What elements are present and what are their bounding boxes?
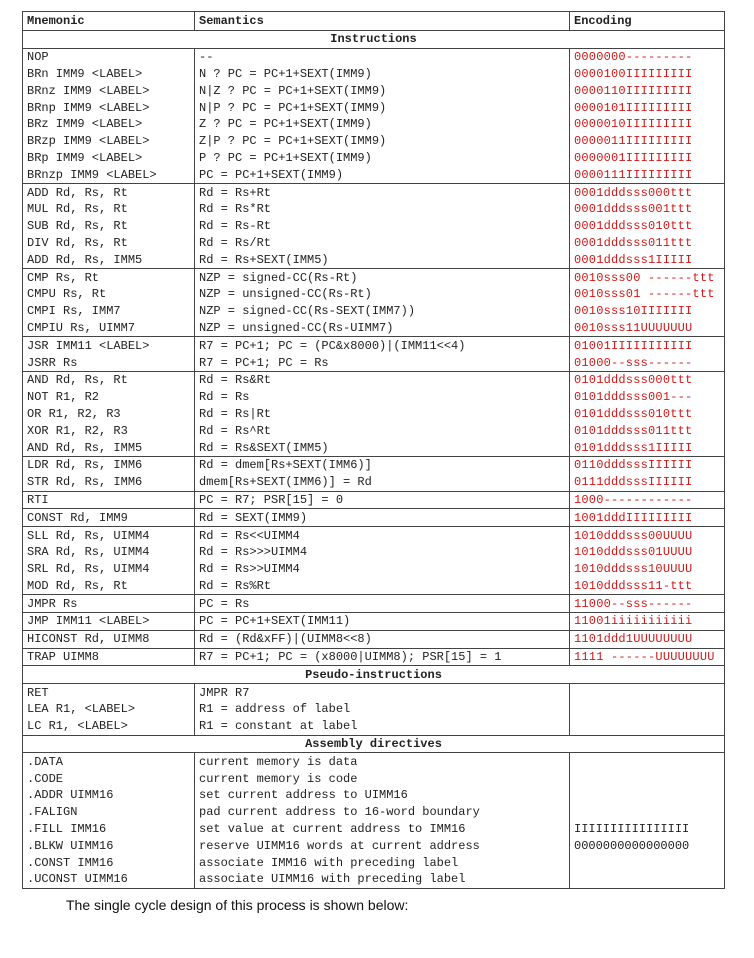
semantics-cell: PC = Rs xyxy=(195,595,570,613)
table-row xyxy=(23,701,725,718)
mnemonic-cell: .CODE xyxy=(23,770,195,787)
table-row xyxy=(23,871,725,888)
encoding-cell: 0000110IIIIIIIII xyxy=(570,82,725,99)
table-row xyxy=(23,837,725,854)
mnemonic-cell: LC R1, <LABEL> xyxy=(23,718,195,735)
encoding-cell: 1010dddsss11-ttt xyxy=(570,578,725,595)
mnemonic-cell: NOP xyxy=(23,48,195,65)
semantics-cell: Rd = Rs>>UIMM4 xyxy=(195,561,570,578)
mnemonic-cell: CMPI Rs, IMM7 xyxy=(23,303,195,320)
encoding-cell xyxy=(570,684,725,701)
table-row xyxy=(23,48,725,65)
semantics-cell: dmem[Rs+SEXT(IMM6)] = Rd xyxy=(195,474,570,491)
table-row xyxy=(23,99,725,116)
mnemonic-cell: OR R1, R2, R3 xyxy=(23,406,195,423)
encoding-cell xyxy=(570,770,725,787)
semantics-cell: R7 = PC+1; PC = (PC&x8000)|(IMM11<<4) xyxy=(195,337,570,354)
table-row xyxy=(23,613,725,631)
mnemonic-cell: .ADDR UIMM16 xyxy=(23,787,195,804)
mnemonic-cell: SUB Rd, Rs, Rt xyxy=(23,218,195,235)
semantics-cell: PC = PC+1+SEXT(IMM9) xyxy=(195,166,570,183)
mnemonic-cell: .UCONST UIMM16 xyxy=(23,871,195,888)
encoding-cell xyxy=(570,718,725,735)
encoding-cell: 01001IIIIIIIIIII xyxy=(570,337,725,354)
table-row xyxy=(23,770,725,787)
table-row xyxy=(23,439,725,456)
semantics-cell: Rd = Rs+Rt xyxy=(195,184,570,201)
semantics-cell: Rd = Rs/Rt xyxy=(195,235,570,252)
encoding-cell: 0001dddsss1IIIII xyxy=(570,251,725,268)
mnemonic-cell: AND Rd, Rs, IMM5 xyxy=(23,439,195,456)
table-row xyxy=(23,320,725,337)
table-row xyxy=(23,251,725,268)
mnemonic-cell: BRz IMM9 <LABEL> xyxy=(23,116,195,133)
semantics-cell: Rd = Rs-Rt xyxy=(195,218,570,235)
semantics-cell: set current address to UIMM16 xyxy=(195,787,570,804)
semantics-cell: R1 = address of label xyxy=(195,701,570,718)
encoding-cell: 0000101IIIIIIIII xyxy=(570,99,725,116)
semantics-cell: reserve UIMM16 words at current address xyxy=(195,837,570,854)
semantics-cell: Rd = Rs%Rt xyxy=(195,578,570,595)
mnemonic-cell: CMPIU Rs, UIMM7 xyxy=(23,320,195,337)
encoding-cell: 0101dddsss011ttt xyxy=(570,422,725,439)
semantics-cell: Z|P ? PC = PC+1+SEXT(IMM9) xyxy=(195,133,570,150)
mnemonic-cell: HICONST Rd, UIMM8 xyxy=(23,630,195,648)
semantics-header: Semantics xyxy=(195,12,570,31)
semantics-cell: N ? PC = PC+1+SEXT(IMM9) xyxy=(195,66,570,83)
encoding-cell: 0000000000000000 xyxy=(570,837,725,854)
semantics-cell: current memory is data xyxy=(195,753,570,770)
table-row xyxy=(23,286,725,303)
section-row xyxy=(23,31,725,49)
table-row xyxy=(23,491,725,509)
table-row xyxy=(23,578,725,595)
mnemonic-cell: .FALIGN xyxy=(23,804,195,821)
encoding-cell: 1111 ------UUUUUUUU xyxy=(570,648,725,666)
table-row xyxy=(23,753,725,770)
table-row xyxy=(23,422,725,439)
semantics-cell: NZP = unsigned-CC(Rs-UIMM7) xyxy=(195,320,570,337)
mnemonic-cell: BRnp IMM9 <LABEL> xyxy=(23,99,195,116)
mnemonic-cell: JMPR Rs xyxy=(23,595,195,613)
encoding-cell: 0010sss00 ------ttt xyxy=(570,269,725,286)
encoding-cell: 11001iiiiiiiiiii xyxy=(570,613,725,631)
table-row xyxy=(23,235,725,252)
semantics-cell: Rd = Rs>>>UIMM4 xyxy=(195,544,570,561)
mnemonic-cell: SLL Rd, Rs, UIMM4 xyxy=(23,527,195,544)
semantics-cell: Rd = Rs<<UIMM4 xyxy=(195,527,570,544)
mnemonic-cell: ADD Rd, Rs, IMM5 xyxy=(23,251,195,268)
semantics-cell: Rd = Rs&SEXT(IMM5) xyxy=(195,439,570,456)
encoding-cell: 1010dddsss01UUUU xyxy=(570,544,725,561)
encoding-cell: 0010sss11UUUUUUU xyxy=(570,320,725,337)
encoding-cell: 0010sss01 ------ttt xyxy=(570,286,725,303)
semantics-cell: -- xyxy=(195,48,570,65)
table-row xyxy=(23,456,725,473)
table-row xyxy=(23,389,725,406)
semantics-cell: Z ? PC = PC+1+SEXT(IMM9) xyxy=(195,116,570,133)
table-row xyxy=(23,684,725,701)
encoding-cell: 1101ddd1UUUUUUUU xyxy=(570,630,725,648)
semantics-cell: NZP = signed-CC(Rs-SEXT(IMM7)) xyxy=(195,303,570,320)
table-row xyxy=(23,630,725,648)
mnemonic-cell: MUL Rd, Rs, Rt xyxy=(23,201,195,218)
table-row xyxy=(23,337,725,354)
mnemonic-cell: JMP IMM11 <LABEL> xyxy=(23,613,195,631)
mnemonic-cell: .FILL IMM16 xyxy=(23,821,195,838)
table-row xyxy=(23,804,725,821)
mnemonic-cell: RTI xyxy=(23,491,195,509)
encoding-cell xyxy=(570,753,725,770)
mnemonic-cell: SRL Rd, Rs, UIMM4 xyxy=(23,561,195,578)
encoding-cell: 1010dddsss00UUUU xyxy=(570,527,725,544)
semantics-cell: NZP = signed-CC(Rs-Rt) xyxy=(195,269,570,286)
table-row xyxy=(23,303,725,320)
isa-table xyxy=(22,11,725,889)
encoding-cell: 0000111IIIIIIIII xyxy=(570,166,725,183)
mnemonic-header: Mnemonic xyxy=(23,12,195,31)
table-row xyxy=(23,82,725,99)
semantics-cell: current memory is code xyxy=(195,770,570,787)
encoding-cell xyxy=(570,804,725,821)
encoding-cell: 1010dddsss10UUUU xyxy=(570,561,725,578)
table-row xyxy=(23,527,725,544)
table-row xyxy=(23,648,725,666)
isa-table-body xyxy=(23,31,725,889)
table-row xyxy=(23,184,725,201)
semantics-cell: R1 = constant at label xyxy=(195,718,570,735)
table-row xyxy=(23,821,725,838)
mnemonic-cell: .DATA xyxy=(23,753,195,770)
encoding-cell: 11000--sss------ xyxy=(570,595,725,613)
encoding-cell: 0000011IIIIIIIII xyxy=(570,133,725,150)
mnemonic-cell: MOD Rd, Rs, Rt xyxy=(23,578,195,595)
table-row xyxy=(23,354,725,371)
encoding-cell: 0101dddsss000ttt xyxy=(570,371,725,388)
mnemonic-cell: XOR R1, R2, R3 xyxy=(23,422,195,439)
mnemonic-cell: SRA Rd, Rs, UIMM4 xyxy=(23,544,195,561)
mnemonic-cell: CMP Rs, Rt xyxy=(23,269,195,286)
caption-text: The single cycle design of this process is shown below: xyxy=(66,897,409,913)
mnemonic-cell: LEA R1, <LABEL> xyxy=(23,701,195,718)
semantics-cell: PC = R7; PSR[15] = 0 xyxy=(195,491,570,509)
table-row xyxy=(23,509,725,527)
encoding-cell xyxy=(570,871,725,888)
table-row xyxy=(23,116,725,133)
encoding-cell: 0001dddsss010ttt xyxy=(570,218,725,235)
semantics-cell: Rd = Rs xyxy=(195,389,570,406)
table-row xyxy=(23,561,725,578)
table-row xyxy=(23,371,725,388)
encoding-cell: IIIIIIIIIIIIIIII xyxy=(570,821,725,838)
table-row xyxy=(23,66,725,83)
encoding-cell: 0001dddsss001ttt xyxy=(570,201,725,218)
mnemonic-cell: ADD Rd, Rs, Rt xyxy=(23,184,195,201)
mnemonic-cell: CMPU Rs, Rt xyxy=(23,286,195,303)
semantics-cell: PC = PC+1+SEXT(IMM11) xyxy=(195,613,570,631)
semantics-cell: Rd = Rs+SEXT(IMM5) xyxy=(195,251,570,268)
semantics-cell: JMPR R7 xyxy=(195,684,570,701)
semantics-cell: associate IMM16 with preceding label xyxy=(195,854,570,871)
table-row xyxy=(23,166,725,183)
encoding-cell: 1000------------ xyxy=(570,491,725,509)
mnemonic-cell: .CONST IMM16 xyxy=(23,854,195,871)
semantics-cell: Rd = Rs&Rt xyxy=(195,371,570,388)
semantics-cell: set value at current address to IMM16 xyxy=(195,821,570,838)
encoding-cell: 0000001IIIIIIIII xyxy=(570,150,725,167)
section-title: Instructions xyxy=(23,31,725,49)
semantics-cell: Rd = dmem[Rs+SEXT(IMM6)] xyxy=(195,456,570,473)
encoding-cell: 0000000--------- xyxy=(570,48,725,65)
semantics-cell: Rd = (Rd&xFF)|(UIMM8<<8) xyxy=(195,630,570,648)
mnemonic-cell: CONST Rd, IMM9 xyxy=(23,509,195,527)
encoding-header: Encoding xyxy=(570,12,725,31)
mnemonic-cell: BRnz IMM9 <LABEL> xyxy=(23,82,195,99)
semantics-cell: NZP = unsigned-CC(Rs-Rt) xyxy=(195,286,570,303)
table-header-row xyxy=(23,12,725,31)
table-row xyxy=(23,133,725,150)
table-row xyxy=(23,269,725,286)
semantics-cell: R7 = PC+1; PC = Rs xyxy=(195,354,570,371)
encoding-cell: 0101dddsss001--- xyxy=(570,389,725,406)
section-title: Pseudo-instructions xyxy=(23,666,725,684)
encoding-cell: 0000010IIIIIIIII xyxy=(570,116,725,133)
mnemonic-cell: JSRR Rs xyxy=(23,354,195,371)
mnemonic-cell: DIV Rd, Rs, Rt xyxy=(23,235,195,252)
semantics-cell: R7 = PC+1; PC = (x8000|UIMM8); PSR[15] = 1 xyxy=(195,648,570,666)
encoding-cell: 01000--sss------ xyxy=(570,354,725,371)
encoding-cell: 0110dddsssIIIIII xyxy=(570,456,725,473)
mnemonic-cell: NOT R1, R2 xyxy=(23,389,195,406)
encoding-cell: 0111dddsssIIIIII xyxy=(570,474,725,491)
mnemonic-cell: BRn IMM9 <LABEL> xyxy=(23,66,195,83)
semantics-cell: P ? PC = PC+1+SEXT(IMM9) xyxy=(195,150,570,167)
table-row xyxy=(23,201,725,218)
semantics-cell: Rd = SEXT(IMM9) xyxy=(195,509,570,527)
encoding-cell: 0101dddsss010ttt xyxy=(570,406,725,423)
encoding-cell: 0001dddsss000ttt xyxy=(570,184,725,201)
encoding-cell: 1001dddIIIIIIIII xyxy=(570,509,725,527)
table-row xyxy=(23,218,725,235)
semantics-cell: Rd = Rs^Rt xyxy=(195,422,570,439)
table-row xyxy=(23,544,725,561)
semantics-cell: N|Z ? PC = PC+1+SEXT(IMM9) xyxy=(195,82,570,99)
encoding-cell: 0001dddsss011ttt xyxy=(570,235,725,252)
mnemonic-cell: RET xyxy=(23,684,195,701)
section-title: Assembly directives xyxy=(23,735,725,753)
mnemonic-cell: BRp IMM9 <LABEL> xyxy=(23,150,195,167)
encoding-cell xyxy=(570,854,725,871)
encoding-cell: 0101dddsss1IIIII xyxy=(570,439,725,456)
semantics-cell: Rd = Rs*Rt xyxy=(195,201,570,218)
semantics-cell: N|P ? PC = PC+1+SEXT(IMM9) xyxy=(195,99,570,116)
table-row xyxy=(23,150,725,167)
encoding-cell: 0010sss10IIIIIII xyxy=(570,303,725,320)
table-row xyxy=(23,787,725,804)
section-row xyxy=(23,666,725,684)
section-row xyxy=(23,735,725,753)
encoding-cell xyxy=(570,787,725,804)
table-row xyxy=(23,854,725,871)
encoding-cell: 0000100IIIIIIIII xyxy=(570,66,725,83)
mnemonic-cell: .BLKW UIMM16 xyxy=(23,837,195,854)
mnemonic-cell: JSR IMM11 <LABEL> xyxy=(23,337,195,354)
mnemonic-cell: BRnzp IMM9 <LABEL> xyxy=(23,166,195,183)
table-row xyxy=(23,474,725,491)
mnemonic-cell: AND Rd, Rs, Rt xyxy=(23,371,195,388)
table-row xyxy=(23,406,725,423)
mnemonic-cell: LDR Rd, Rs, IMM6 xyxy=(23,456,195,473)
semantics-cell: pad current address to 16-word boundary xyxy=(195,804,570,821)
table-row xyxy=(23,718,725,735)
mnemonic-cell: BRzp IMM9 <LABEL> xyxy=(23,133,195,150)
encoding-cell xyxy=(570,701,725,718)
mnemonic-cell: STR Rd, Rs, IMM6 xyxy=(23,474,195,491)
semantics-cell: Rd = Rs|Rt xyxy=(195,406,570,423)
semantics-cell: associate UIMM16 with preceding label xyxy=(195,871,570,888)
table-row xyxy=(23,595,725,613)
mnemonic-cell: TRAP UIMM8 xyxy=(23,648,195,666)
